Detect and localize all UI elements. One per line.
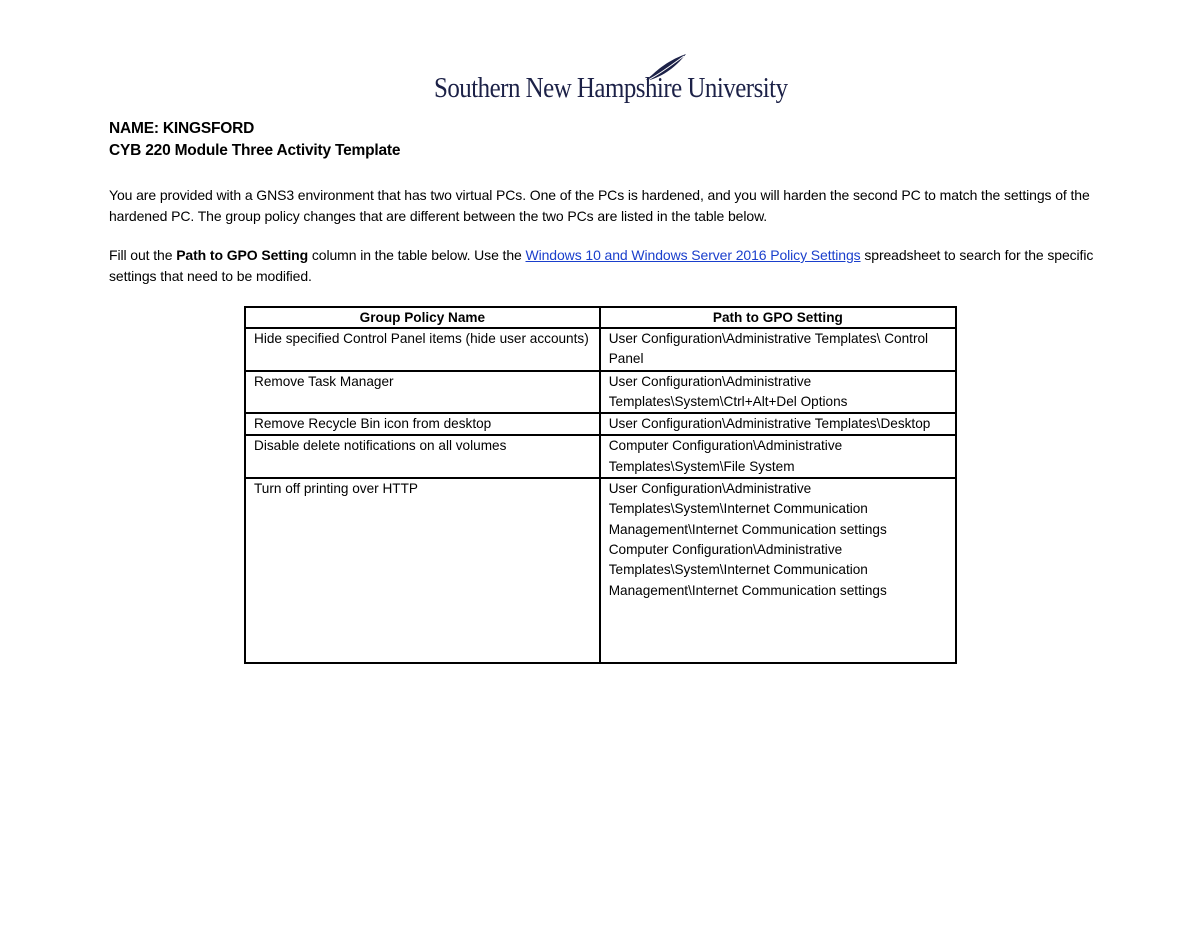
instructions-prefix: Fill out the	[109, 247, 177, 263]
policy-name-cell: Remove Task Manager	[245, 371, 600, 414]
gpo-table	[244, 306, 957, 664]
policy-path-cell	[600, 371, 956, 414]
table-row	[245, 435, 956, 478]
table-row	[245, 413, 956, 435]
policy-path-cell	[600, 328, 956, 371]
policy-path-text: User Configuration\Administrative Templates\System\Ctrl+Alt+Del Options	[608, 373, 848, 409]
document-title: CYB 220 Module Three Activity Template	[109, 142, 401, 159]
instructions-middle: column in the table below. Use the	[308, 247, 526, 263]
instructions-bold-column-name: Path to GPO Setting	[176, 247, 309, 263]
student-name: NAME: KINGSFORD	[109, 120, 255, 137]
policy-name-cell: Hide specified Control Panel items (hide user accounts)	[245, 328, 600, 371]
instructions-paragraph	[109, 245, 1099, 286]
policy-path-text: User Configuration\Administrative Templates\Desktop	[608, 416, 931, 432]
university-logo	[434, 52, 788, 108]
policy-path-cell	[600, 413, 956, 435]
intro-paragraph: You are provided with a GNS3 environment that has two virtual PCs. One of the PCs is hardened, and you will harden the second PC to match the settings of the hardened PC. The group policy changes that are different between the two PCs are listed in the table below.	[109, 187, 1090, 224]
instructions-suffix: spreadsheet to search for the specific settings that need to be modified.	[109, 247, 1094, 284]
policy-name-cell: Disable delete notifications on all volumes	[245, 435, 600, 478]
policy-path-text: Computer Configuration\Administrative Templates\System\File System	[608, 438, 843, 474]
policy-path-text: Computer Configuration\Administrative Templates\System\Internet Communication Management\Internet Communication settings	[608, 541, 887, 598]
policy-path-cell	[600, 478, 956, 663]
table-row	[245, 478, 956, 663]
table-row	[245, 328, 956, 371]
policy-settings-link[interactable]: Windows 10 and Windows Server 2016 Policy Settings	[525, 247, 861, 263]
university-name: Southern New Hampshire University	[434, 72, 788, 104]
policy-path-cell	[600, 435, 956, 478]
table-row	[245, 371, 956, 414]
policy-path-text: User Configuration\Administrative Templates\System\Internet Communication Management\Internet Communication settings	[608, 481, 887, 537]
policy-path-text: User Configuration\Administrative Templates\ Control Panel	[608, 331, 929, 367]
policy-name-cell: Turn off printing over HTTP	[245, 478, 600, 663]
policy-name-cell: Remove Recycle Bin icon from desktop	[245, 413, 600, 435]
table-header-row	[245, 307, 956, 328]
header-group-policy-name: Group Policy Name	[245, 307, 600, 328]
header-path-to-gpo-setting: Path to GPO Setting	[600, 307, 956, 328]
